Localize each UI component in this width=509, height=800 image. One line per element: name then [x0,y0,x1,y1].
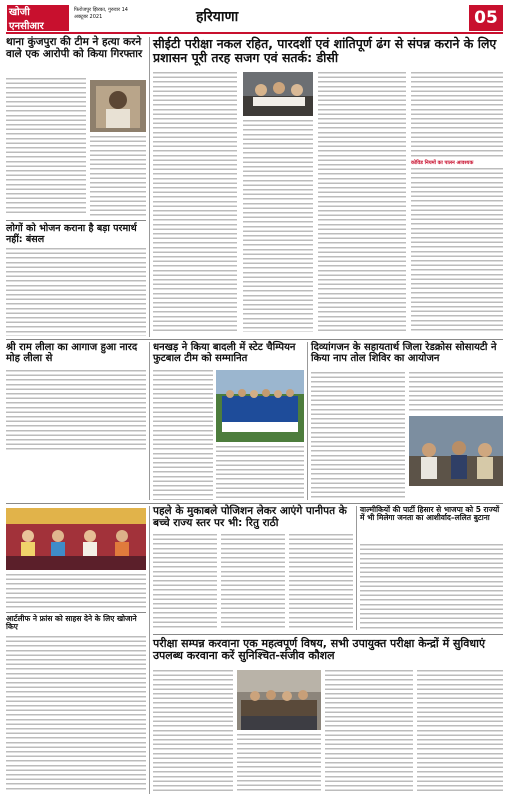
story-2-body-col4 [411,72,503,158]
story-2-headline: सीईटी परीक्षा नकल रहित, पारदर्शी एवं शांतिपूर्ण ढंग से संपन्न कराने के लिए प्रशासन पूरी तरह सजग एवं सतर्क: डीसी [153,36,497,65]
story-2-body-col2 [243,120,313,332]
story-7-body-col2 [221,534,285,630]
story-9-body [6,636,146,792]
masthead-rule [6,32,503,34]
story-6-body-2 [6,574,146,608]
story-5-body [311,372,405,500]
column-divider [149,342,150,500]
story-10-photo [237,670,321,730]
story-1-headline: थाना कुंजपुरा की टीम ने हत्या करने वाले एक आरोपी को किया गिरफ्तार [6,36,143,60]
column-divider [307,342,308,500]
story-2-photo [243,72,313,116]
masthead [6,5,503,31]
dateline: फिरोजपुर झिरका, गुरुवार 14 अक्टूबर 2021 [74,7,128,20]
story-8-headline: वाल्मीकियों की पार्टी हिसार से भाजपा को 5 राज्यों में भी मिलेगा जनता का आशीर्वाद–ललित बुटाना [360,505,500,523]
story-1-body [6,78,86,216]
story-3-body [6,248,146,336]
story-2-subhead: कोविड नियमों का पालन आवश्यक [411,160,474,166]
column-divider [149,37,150,337]
story-7-body-col1 [153,534,217,630]
story-2-body-col1 [153,72,237,332]
story-10-body-col3 [325,670,413,792]
story-7-headline: पहले के मुकाबले पोजिशन लेकर आएंगे पानीपत के बच्चे राज्य स्तर पर भी: रितु राठी [153,505,347,529]
story-10-body-col1 [153,670,233,792]
story-8-body [360,544,503,630]
story-6-body [6,370,146,450]
story-5-photo [409,416,503,486]
story-6-photo [6,508,146,570]
divider [6,220,146,221]
story-7-body-col3 [289,534,353,630]
story-3-headline: लोगों को भोजन कराना है बड़ा परमार्थ नहीं: बंसल [6,223,137,245]
story-5-body-2 [409,372,503,412]
story-10-headline: परीक्षा सम्पन्न करवाना एक महत्वपूर्ण विषय, सभी उपायुक्त परीक्षा केन्द्रों में सुविधाएं उपलब्ध करवाना करें सुनिश्चित-संजीव कौशल [153,637,486,663]
story-4-photo [216,370,304,442]
page-number: 05 [469,5,503,31]
divider [6,612,146,613]
column-divider [149,506,150,794]
story-4-body-2 [216,446,304,500]
story-6-headline: श्री राम लीला का आगाज हुआ नारद मोह लीला से [6,342,138,365]
section-title: हरियाणा [196,9,239,25]
story-2-body-col4b [411,168,503,332]
story-1-body-2 [90,136,146,216]
story-4-headline: धनखड़ ने किया बादली में स्टेट चैम्पियन फुटबाल टीम को सम्मानित [153,342,296,365]
story-9-headline: आर्टलीफ ने फ्रांस को साहस देने के लिए खोजाने किए [6,614,137,632]
divider [6,503,503,504]
story-10-body-col4 [417,670,503,792]
story-5-headline: दिव्यांगजन के सहायतार्थ जिला रेडक्रोस सोसायटी ने किया नाप तोल शिविर का आयोजन [311,342,497,365]
story-1-photo [90,80,146,132]
story-4-body [153,370,213,500]
brand-logo: खोजी एनसीआर [6,5,70,31]
column-divider [356,506,357,630]
story-10-body-col2 [237,734,321,792]
divider [153,634,503,635]
story-2-body-col3 [318,72,406,332]
divider [6,339,503,340]
